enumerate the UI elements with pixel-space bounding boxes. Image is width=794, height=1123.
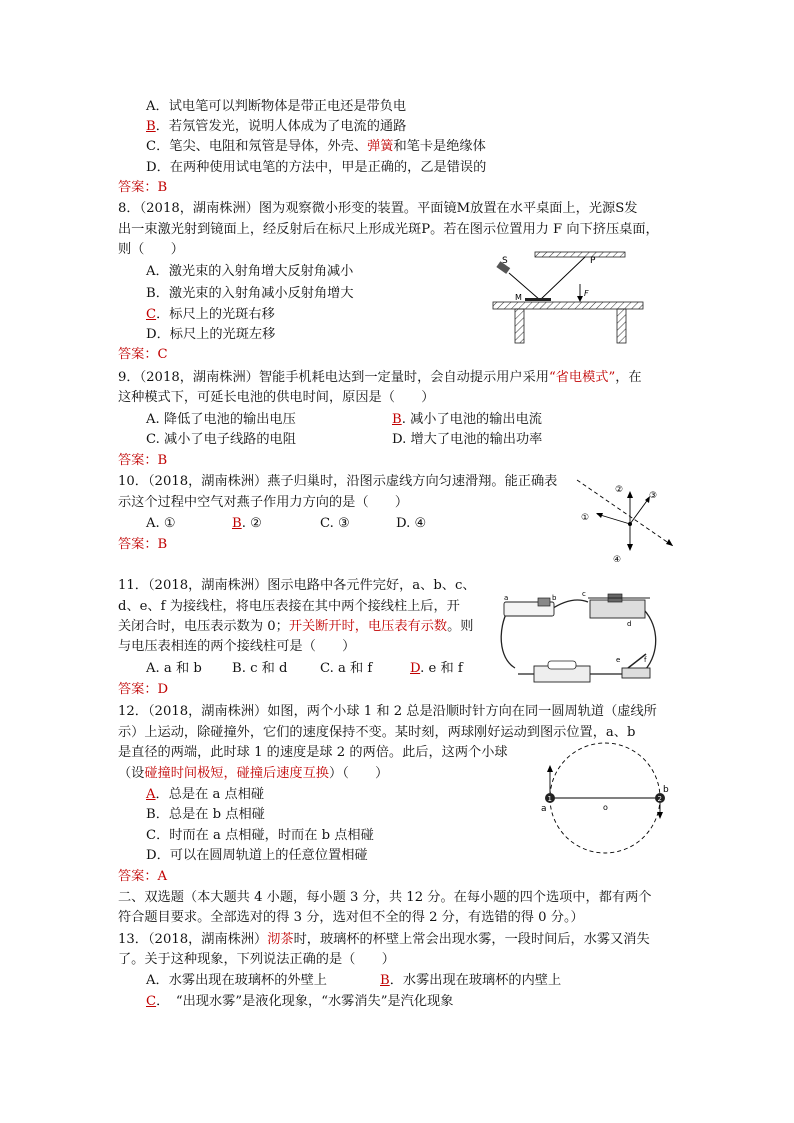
q13-stem-post: 时，玻璃杯的杯壁上常会出现水雾，一段时间后，水雾又消失 [293, 932, 650, 947]
label-3: ③ [649, 491, 658, 501]
ball-1-label: 1 [547, 795, 552, 803]
label-a: a [541, 804, 547, 814]
q10-answer: 答案：B [118, 537, 168, 552]
q12-a-letter: A [146, 787, 156, 802]
q11-stem-line1: 11．（2018，湖南株洲）图示电路中各元件完好，a、b、c、 [118, 578, 476, 593]
q10-option-d: D. ④ [396, 516, 427, 531]
q11-option-b: B. c 和 d [232, 661, 288, 676]
q13-c-text: ． “出现水雾”是液化现象，“水雾消失”是汽化现象 [156, 994, 454, 1009]
label-2: ② [615, 485, 624, 495]
q9-b-letter: B [392, 412, 402, 427]
q8-mirror-figure [485, 250, 655, 345]
q12-stem-red: 碰撞时间极短，碰撞后速度互换 [144, 766, 329, 781]
q8-option-c [146, 305, 275, 325]
q11-stem-post: 。则 [447, 619, 474, 634]
q7-c-post: 和笔卡是绝缘体 [393, 139, 486, 154]
q8-option-a: A．激光束的入射角增大反射角减小 [146, 264, 354, 279]
arrow-4-head [627, 544, 633, 551]
q13-b-text: ．水雾出现在玻璃杯的内壁上 [389, 973, 562, 988]
q8-c-letter: C [146, 307, 157, 322]
q11-circuit-figure [490, 588, 665, 688]
q12-option-c: C．时而在 a 点相碰，时而在 b 点相碰 [146, 828, 374, 843]
q9-stem-pre: 9．（2018，湖南株洲）智能手机耗电达到一定量时，会自动提示用户采用 [118, 370, 549, 385]
q11-stem-red: 开关断开时，电压表有示数 [288, 619, 448, 634]
q13-stem-line2: 了。关于这种现象，下列说法正确的是（ ） [118, 952, 395, 967]
q8-answer: 答案：C [118, 347, 168, 362]
arrow-3 [630, 498, 649, 524]
label-a: a [504, 594, 509, 602]
q11-d-text: . e 和 f [420, 661, 463, 676]
swallow-point [628, 522, 632, 526]
q7-c-red: 弹簧 [367, 139, 394, 154]
q8-stem-line2: 出一束激光射到镜面上，经反射后在标尺上形成光斑P。若在图示位置用力 F 向下挤压桌面， [118, 222, 659, 237]
q13-option-a: A．水雾出现在玻璃杯的外壁上 [146, 973, 327, 988]
q12-answer: 答案：A [118, 869, 168, 884]
q11-option-d [410, 659, 463, 679]
label-m: M [515, 293, 522, 302]
q9-option-b [392, 410, 542, 430]
q8-stem-line1: 8．（2018，湖南株洲）图为观察微小形变的装置。平面镜M放置在水平桌面上，光源S发 [118, 201, 638, 216]
reflected-ray [540, 257, 585, 300]
section2-line1: 二、双选题（本大题共 4 小题，每小题 3 分，共 12 分。在每小题的四个选项中，都有两个 [118, 890, 652, 905]
q11-stem-pre: 关闭合时，电压表示数为 0； [118, 619, 289, 634]
q12-option-a [146, 785, 264, 805]
label-b: b [663, 785, 669, 795]
q12-option-d: D．可以在圆周轨道上的任意位置相碰 [146, 848, 368, 863]
q12-option-b: B．总是在 b 点相碰 [146, 807, 265, 822]
q9-stem-line2: 这种模式下，可延长电池的供电时间，原因是（ ） [118, 390, 435, 405]
scale-ruler [535, 252, 625, 257]
q10-b-letter: B [232, 516, 242, 531]
label-s: S [502, 256, 508, 266]
battery-cell [538, 598, 550, 606]
table-top [493, 302, 643, 309]
q11-stem-line3 [118, 617, 473, 637]
label-4: ④ [613, 555, 622, 565]
label-p: P [590, 256, 596, 266]
label-c: c [582, 590, 586, 598]
velocity-1-head [547, 765, 553, 772]
q13-option-b [380, 971, 561, 991]
label-e: e [616, 656, 621, 664]
q11-option-c: C. a 和 f [320, 661, 373, 676]
label-f: F [584, 289, 589, 298]
q11-d-letter: D [410, 661, 421, 676]
q10-swallow-figure [575, 478, 680, 570]
q8-option-b: B．激光束的入射角减小反射角增大 [146, 286, 354, 301]
q10-stem-line2: 示这个过程中空气对燕子作用力方向的是（ ） [118, 495, 409, 510]
q9-stem-post: ，在 [615, 370, 642, 385]
q13-option-c [146, 992, 453, 1012]
q11-stem-line2: d、e、f 为接线柱，将电压表接在其中两个接线柱上后，开 [118, 599, 460, 614]
mirror [525, 298, 551, 301]
q7-option-d: D．在两种使用试电笔的方法中，甲是正确的，乙是错误的 [146, 160, 487, 175]
label-o: o [603, 803, 608, 812]
lamp-bulb [548, 661, 576, 669]
q10-stem-line1: 10．（2018，湖南株洲）燕子归巢时，沿图示虚线方向匀速滑翔。能正确表 [118, 474, 558, 489]
q12-stem-post: ）（ ） [329, 766, 389, 781]
q8-c-text: ．标尺上的光斑右移 [156, 307, 275, 322]
label-d: d [627, 620, 632, 628]
q12-circle-figure [538, 748, 678, 858]
q10-b-text: . ② [241, 516, 262, 531]
q7-c-pre: C．笔尖、电阻和氖管是导体，外壳、 [146, 139, 368, 154]
label-f: f [644, 656, 647, 664]
q10-option-a: A. ① [146, 516, 176, 531]
rheostat-body [590, 600, 645, 618]
q12-stem-line3: 是直径的两端，此时球 1 的速度是球 2 的两倍。此后，这两个小球 [118, 745, 508, 760]
table-leg-right [617, 309, 626, 343]
switch-base [622, 668, 650, 678]
q10-option-c: C. ③ [320, 516, 350, 531]
q9-stem-line1 [118, 368, 642, 388]
q9-option-d: D. 增大了电池的输出功率 [392, 432, 543, 447]
q7-b-letter: B [146, 119, 156, 134]
arrow-2-head [627, 491, 633, 498]
q13-stem-pre: 13．（2018，湖南株洲） [118, 932, 268, 947]
label-1: ① [581, 513, 590, 523]
q11-answer: 答案：D [118, 682, 169, 697]
q7-option-a: A．试电笔可以判断物体是带正电还是带负电 [146, 99, 407, 114]
table-leg-left [515, 309, 524, 343]
q7-option-c [146, 137, 486, 157]
section2-line2: 符合题目要求。全部选对的得 3 分，选对但不全的得 2 分，有选错的得 0 分。） [118, 910, 584, 925]
q8-stem-line3: 则（ ） [118, 242, 184, 257]
q11-option-a: A. a 和 b [146, 661, 202, 676]
label-b: b [552, 594, 557, 602]
q12-stem-line2: 示）上运动，除碰撞外，它们的速度保持不变。某时刻，两球刚好运动到图示位置，a、b [118, 725, 636, 740]
q9-option-a: A. 降低了电池的输出电压 [146, 412, 296, 427]
ball-2-label: 2 [657, 795, 662, 803]
arrow-1-head [596, 513, 603, 518]
q13-b-letter: B [380, 973, 390, 988]
q12-stem-line4 [118, 764, 388, 784]
q9-option-c: C. 减小了电子线路的电阻 [146, 432, 296, 447]
q7-option-b [146, 117, 406, 137]
q9-b-text: . 减小了电池的输出电流 [401, 412, 542, 427]
glide-path [577, 480, 673, 546]
incident-ray [509, 273, 540, 300]
q9-stem-red: “省电模式” [548, 370, 616, 385]
q7-b-text: ．若氖管发光，说明人体成为了电流的通路 [155, 119, 407, 134]
q12-stem-line1: 12．（2018，湖南株洲）如图，两个小球 1 和 2 总是沿顺时针方向在同一圆周轨道（虚线所 [118, 704, 657, 719]
q8-option-d: D．标尺上的光斑左移 [146, 327, 276, 342]
q10-option-b [232, 514, 262, 534]
force-arrowhead [577, 296, 583, 302]
q13-stem-red: 沏茶 [267, 932, 294, 947]
velocity-2-head [657, 812, 663, 819]
q12-stem-pre: （设 [118, 766, 145, 781]
q9-answer: 答案：B [118, 453, 168, 468]
q12-a-text: ．总是在 a 点相碰 [155, 787, 265, 802]
q7-answer: 答案：B [118, 180, 168, 195]
q11-stem-line4: 与电压表相连的两个接线柱可是（ ） [118, 639, 356, 654]
glide-arrowhead [666, 539, 673, 546]
q13-stem-line1 [118, 930, 650, 950]
q13-c-letter: C [146, 994, 157, 1009]
